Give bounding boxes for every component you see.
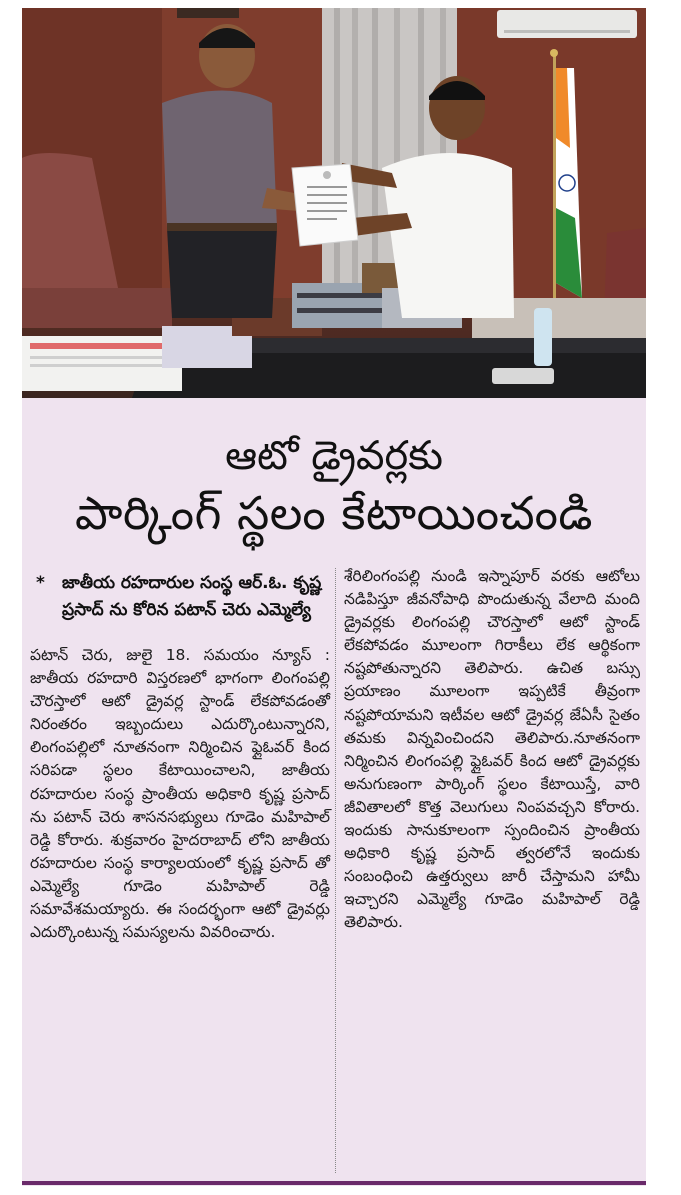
headline-line-2: పార్కింగ్ స్థలం కేటాయించండి (75, 486, 593, 540)
article-right-column (344, 565, 640, 935)
photo-illustration (22, 8, 646, 398)
headline-line-1: ఆటో డ్రైవర్లకు (225, 433, 443, 479)
bullet-star-icon: * (36, 573, 45, 593)
right-column-body: శేరిలింగంపల్లి నుండి ఇస్నాపూర్ వరకు ఆటోలు నడిపిస్తూ జీవనోపాధి పొందుతున్న వేలాది మంది డ్రైవర్లకు లింగంపల్లి చౌరస్తాలో ఆటో స్టాండ్ లేకపోవడం మూలంగా గిరాకీలు లేక ఆర్థికంగా నష్టపోతున్నారని తెలిపారు. ఉచిత బస్సు ప్రయాణం మూలంగా ఇప్పటికే తీవ్రంగా నష్టపోయామని ఇటీవల ఆటో డ్రైవర్ల జేఏసీ సైతం తమకు విన్నవించిందని తెలిపారు.నూతనంగా నిర్మించిన లింగంపల్లి ఫ్లైఓవర్ కింద ఆటో డ్రైవర్లకు అనుగుణంగా పార్కింగ్ స్థలం కేటాయిస్తే, వారి జీవితాలలో కొత్త వెలుగులు నింపవచ్చని కోరారు. ఇందుకు సానుకూలంగా స్పందించిన ప్రాంతీయ అధికారి కృష్ణ ప్రసాద్ త్వరలోనే ఇందుకు సంబంధించి ఉత్తర్వులు జారీ చేస్తామని హామీ ఇచ్చారని ఎమ్మెల్యే గూడెం మహిపాల్ రెడ్డి తెలిపారు. (344, 567, 640, 932)
bullet-summary (36, 570, 328, 624)
bottom-rule (22, 1181, 646, 1185)
left-column-body: పటాన్ చెరు, జులై 18. సమయం న్యూస్ : జాతీయ రహదారి విస్తరణలో భాగంగా లింగంపల్లి చౌరస్తాలో ఆటో డ్రైవర్ల స్టాండ్ లేకపోవడంతో నిరంతరం ఇబ్బందులు ఎదుర్కొంటున్నారని, లింగంపల్లిలో నూతనంగా నిర్మించిన ఫ్లైఓవర్ కింద సరిపడా స్థలం కేటాయించాలని, జాతీయ రహదారుల సంస్థ ప్రాంతీయ అధికారి కృష్ణ ప్రసాద్ ను పటాన్ చెరు శాసనసభ్యులు గూడెం మహిపాల్ రెడ్డి కోరారు. శుక్రవారం హైదరాబాద్ లోని జాతీయ రహదారుల సంస్థ కార్యాలయంలో కృష్ణ ప్రసాద్ తో ఎమ్మెల్యే గూడెం మహిపాల్ రెడ్డి సమావేశమయ్యారు. ఈ సందర్భంగా ఆటో డ్రైవర్లు ఎదుర్కొంటున్న సమస్యలను వివరించారు. (30, 646, 330, 942)
news-clipping (22, 8, 646, 1186)
article-left-column (30, 644, 330, 944)
bullet-text: జాతీయ రహదారుల సంస్థ ఆర్.ఓ. కృష్ణ ప్రసాద్ ను కోరిన పటాన్ చెరు ఎమ్మెల్యే (62, 573, 322, 620)
column-divider (335, 568, 336, 1173)
news-photo (22, 8, 646, 398)
